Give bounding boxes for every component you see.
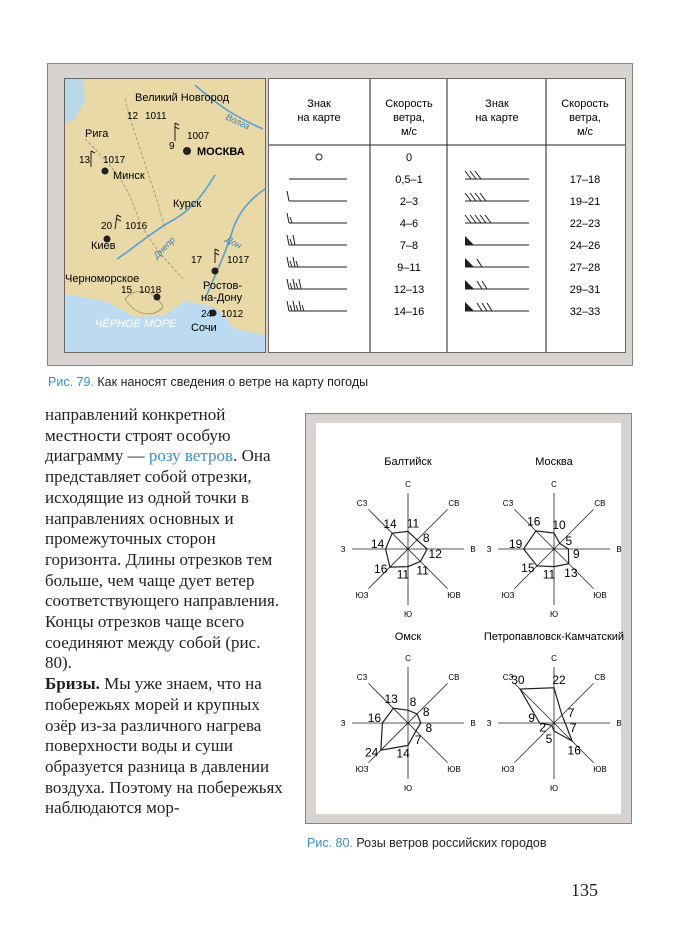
map-station-value: 13 (79, 155, 91, 166)
rose-value-label: 22 (552, 672, 566, 687)
map-river-don: Дон (224, 234, 244, 251)
map-station-value: 1017 (227, 255, 250, 266)
speed-right-2: 22–23 (569, 218, 601, 230)
right-wind-symbols (465, 171, 529, 311)
figure-80 (305, 413, 632, 824)
heading-breezes: Бризы. (45, 674, 100, 694)
weather-map-graphic (65, 79, 265, 352)
wind-symbol-left-7 (287, 301, 347, 311)
wind-symbol-right-6 (465, 302, 529, 311)
rose-value-label: 9 (528, 711, 535, 725)
wind-rose-2 (341, 631, 476, 793)
speed-left-0: 0 (405, 152, 413, 164)
rose-direction-label: В (470, 719, 476, 728)
speed-right-4: 27–28 (569, 262, 601, 274)
map-sea-label: ЧЁРНОЕ МОРЕ (95, 318, 177, 330)
rose-direction-label: В (470, 545, 476, 554)
wind-symbol-right-1 (465, 193, 529, 201)
rose-value-label: 11 (406, 516, 420, 531)
rose-direction-label: ЮВ (593, 764, 607, 774)
speed-right-3: 24–26 (569, 240, 601, 252)
wind-symbol-right-3 (465, 236, 529, 245)
wind-rose-title: Балтийск (384, 456, 432, 468)
map-city-moscow: МОСКВА (197, 146, 245, 158)
figure-80-caption (307, 836, 547, 850)
rose-direction-label: Ю (403, 610, 413, 619)
right-speeds-column (570, 174, 601, 318)
map-station-value: 1016 (125, 221, 148, 232)
figure-80-caption-text: Розы ветров российских городов (356, 836, 547, 850)
rose-value-label: 8 (422, 704, 430, 719)
map-station-value: 1011 (145, 111, 167, 122)
speed-right-0: 17–18 (569, 174, 601, 186)
figure-79 (47, 63, 633, 366)
table-header-sign-right-1: Знак (485, 98, 509, 110)
body-text (45, 405, 290, 819)
wind-rose-1 (487, 456, 622, 619)
table-header-speed-right-2: ветра, (569, 112, 601, 124)
table-header-sign-left-2: на карте (297, 112, 341, 124)
map-station-value: 1018 (139, 285, 162, 296)
wind-symbol-left-6 (287, 279, 347, 289)
rose-value-label: 14 (383, 516, 397, 531)
rose-value-label: 11 (416, 563, 429, 578)
table-header-sign-left-1: Знак (307, 98, 331, 110)
rose-value-label: 7 (414, 733, 422, 748)
table-header-speed-right-1: Скорость (561, 98, 609, 110)
page-number: 135 (571, 880, 598, 900)
rose-value-label: 8 (409, 695, 417, 710)
rose-direction-label: В (616, 545, 622, 554)
rose-value-label: 19 (508, 537, 523, 551)
rose-value-label: 2 (539, 720, 546, 735)
rose-direction-label: СЗ (356, 499, 368, 509)
map-city-velikiy-novgorod: Великий Новгород (135, 92, 230, 104)
speed-left-1: 0,5–1 (395, 174, 423, 186)
map-station-value: 24 (201, 309, 213, 320)
wind-symbols-table (268, 78, 626, 353)
rose-value-label: 11 (396, 567, 410, 582)
map-river-volga: Волга (224, 111, 252, 132)
speed-right-5: 29–31 (569, 284, 601, 296)
table-header-speed-left-2: ветра, (393, 112, 425, 124)
map-city-chernomorskoe: Черноморское (65, 273, 140, 285)
rose-direction-label: З (340, 545, 346, 554)
rose-value-label: 16 (527, 514, 541, 529)
rose-direction-label: СВ (594, 673, 606, 683)
rose-value-label: 10 (552, 518, 566, 532)
rose-value-label: 5 (565, 534, 573, 549)
rose-value-label: 14 (396, 746, 410, 761)
map-city-riga: Рига (85, 128, 109, 140)
rose-direction-label: ЮВ (447, 590, 461, 600)
map-city-kursk: Курск (173, 198, 202, 210)
rose-direction-label: СЗ (502, 499, 514, 509)
rose-direction-label: Ю (549, 610, 559, 619)
paragraph-breezes (45, 674, 290, 819)
rose-direction-label: ЮВ (593, 590, 607, 600)
weather-map (64, 78, 266, 353)
figure-79-caption-text: Как наносят сведения о ветре на карту погоды (97, 375, 369, 389)
wind-rose-title: Москва (535, 456, 573, 468)
rose-value-label: 7 (567, 705, 575, 720)
wind-rose-3 (484, 631, 624, 793)
rose-value-label: 8 (422, 530, 430, 545)
left-speeds-column (394, 152, 425, 318)
rose-direction-label: С (551, 654, 557, 663)
map-city-rostov-2: на-Дону (201, 292, 243, 304)
table-header-speed-left-3: м/с (400, 126, 418, 138)
map-station-value: 12 (127, 111, 139, 122)
rose-direction-label: З (340, 719, 346, 728)
wind-rose-title: Петропавловск-Камчатский (483, 631, 625, 643)
speed-right-1: 19–21 (569, 196, 601, 208)
paragraph-breezes-text: Мы уже знаем, что на побережьях морей и крупных озёр из-за различного нагрева поверхности воды и суши образуется разница в давлении воздуха. Поэтому на побережьях наблюдаются мор- (45, 674, 283, 818)
rose-direction-label: В (616, 719, 622, 728)
speed-left-7: 14–16 (393, 306, 425, 318)
speed-left-2: 2–3 (399, 196, 419, 208)
rose-direction-label: С (405, 654, 411, 663)
wind-symbol-left-3 (287, 213, 347, 223)
rose-direction-label: ЮЗ (355, 590, 369, 600)
rose-direction-label: ЮЗ (355, 764, 369, 774)
left-wind-symbols (287, 154, 347, 311)
rose-direction-label: З (486, 719, 492, 728)
rose-value-label: 11 (542, 567, 556, 582)
table-header-speed-left-1: Скорость (385, 98, 433, 110)
map-station-value: 1017 (103, 155, 126, 166)
paragraph-wind-rose (45, 405, 290, 674)
map-station-value: 9 (169, 141, 175, 152)
rose-value-label: 9 (573, 547, 580, 561)
map-city-kiev: Киев (91, 240, 116, 252)
figure-80-caption-label: Рис. 80. (307, 836, 353, 850)
rose-value-label: 14 (370, 537, 385, 551)
rose-direction-label: СВ (594, 499, 606, 509)
speed-left-6: 12–13 (393, 284, 425, 296)
wind-roses-chart (316, 423, 625, 814)
rose-direction-label: З (486, 545, 492, 554)
rose-value-label: 24 (364, 745, 379, 760)
rose-direction-label: С (551, 480, 557, 489)
rose-direction-label: СЗ (502, 673, 514, 683)
map-city-sochi: Сочи (191, 322, 217, 334)
map-station-value: 17 (191, 255, 203, 266)
rose-value-label: 16 (367, 711, 382, 725)
rose-value-label: 16 (567, 743, 581, 758)
rose-value-label: 5 (545, 732, 553, 746)
rose-direction-label: С (405, 480, 411, 489)
rose-direction-label: Ю (549, 784, 559, 793)
map-city-minsk: Минск (113, 170, 145, 182)
wind-symbol-right-2 (465, 215, 529, 223)
rose-value-label: 16 (374, 562, 388, 577)
table-header-sign-right-2: на карте (475, 112, 519, 124)
rose-value-label: 13 (564, 565, 578, 580)
paragraph-wind-rose-end: . Она представляет собой отрезки, исходящие из одной точки в направлениях основных и промежуточных сторон горизонта. Длины отрезков тем больше, чем чаще дует ветер соответствующего направления. Концы отрезков чаще всего соединяют между собой (рис. 80). (45, 446, 280, 673)
rose-direction-label: СВ (448, 499, 460, 509)
figure-80-panel (316, 423, 625, 814)
speed-right-6: 32–33 (569, 306, 601, 318)
rose-value-label: 13 (384, 692, 398, 707)
map-river-dnepr: Днепр (151, 234, 177, 261)
wind-symbol-left-0 (316, 154, 322, 160)
wind-rose-0 (341, 456, 476, 619)
speed-left-4: 7–8 (399, 240, 419, 252)
map-station-value: 1012 (221, 309, 244, 320)
wind-symbols-graphic (269, 79, 625, 352)
rose-direction-label: Ю (403, 784, 413, 793)
rose-value-label: 7 (569, 721, 577, 735)
wind-symbol-right-5 (465, 280, 529, 289)
rose-value-label: 30 (511, 672, 525, 687)
rose-value-label: 12 (428, 547, 442, 561)
wind-symbol-left-5 (287, 257, 347, 267)
figure-79-caption-label: Рис. 79. (48, 375, 94, 389)
rose-value-label: 15 (521, 561, 535, 576)
term-wind-rose: розу ветров (148, 446, 234, 466)
wind-symbol-right-0 (465, 171, 529, 179)
rose-direction-label: СЗ (356, 673, 368, 683)
rose-direction-label: ЮЗ (501, 764, 515, 774)
speed-left-3: 4–6 (399, 218, 419, 230)
map-station-value: 20 (101, 221, 113, 232)
map-station-value: 15 (121, 285, 133, 296)
figure-79-caption (48, 375, 368, 389)
wind-symbol-left-4 (287, 235, 347, 245)
map-city-rostov-1: Ростов- (203, 280, 243, 292)
paragraph-wind-rose-start: направлений конкретной местности строят особую диаграмму — (45, 405, 231, 466)
wind-symbol-right-4 (465, 258, 529, 267)
rose-value-label: 8 (425, 721, 433, 735)
wind-rose-title: Омск (394, 631, 422, 643)
map-station-value: 1007 (187, 131, 210, 142)
table-header-speed-right-3: м/с (576, 126, 594, 138)
wind-symbol-left-2 (287, 191, 347, 201)
rose-direction-label: ЮЗ (501, 590, 515, 600)
rose-direction-label: СВ (448, 673, 460, 683)
rose-direction-label: ЮВ (447, 764, 461, 774)
speed-left-5: 9–11 (397, 262, 421, 274)
